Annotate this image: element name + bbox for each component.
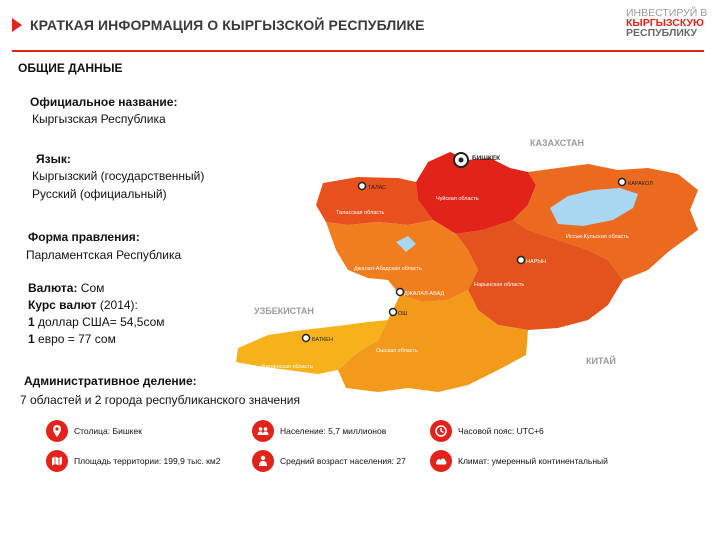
logo-line-1: ИНВЕСТИРУЙ В <box>626 7 708 19</box>
label-talas: ТАЛАС <box>368 185 387 191</box>
label-china: КИТАЙ <box>586 356 616 366</box>
eur-num: 1 <box>28 332 35 346</box>
marker-bishkek <box>454 153 468 167</box>
admin-label: Административное деление: <box>24 374 197 388</box>
government-value: Парламентская Республика <box>26 248 182 262</box>
official-name-label: Официальное название: <box>30 95 178 109</box>
language-label: Язык: <box>36 152 71 166</box>
official-name-value: Кыргызская Республика <box>32 112 166 126</box>
map-svg <box>228 130 718 410</box>
rate-value: (2014): <box>96 298 138 312</box>
label-naryn: НАРЫН <box>526 259 547 265</box>
label-region-talas: Таласская область <box>336 210 385 216</box>
label-kazakhstan: КАЗАХСТАН <box>530 138 584 148</box>
legend-median-age-text: Средний возраст населения: 27 <box>280 456 406 466</box>
label-region-jalalabad: Джалал-Абадская область <box>354 266 422 272</box>
language-value-2: Русский (официальный) <box>32 187 167 201</box>
currency-line <box>28 281 104 295</box>
eur-rate-line <box>28 332 116 346</box>
label-region-issykkul: Иссык-Кульская область <box>566 234 629 240</box>
usd-text: доллар США= 54,5сом <box>34 315 165 329</box>
usd-rate-line <box>28 315 165 329</box>
legend-capital-text: Столица: Бишкек <box>74 426 142 436</box>
rate-label: Курс валют <box>28 298 97 312</box>
legend-climate-text: Климат: умеренный континентальный <box>458 456 608 466</box>
invest-logo <box>626 8 714 38</box>
marker-batken <box>303 335 310 342</box>
legend-population-text: Население: 5,7 миллионов <box>280 426 387 436</box>
cloud-icon <box>430 450 452 472</box>
page-title: КРАТКАЯ ИНФОРМАЦИЯ О КЫРГЫЗСКОЙ РЕСПУБЛИКЕ <box>30 17 425 33</box>
label-karakol: КАРАКОЛ <box>628 181 653 187</box>
legend-area-text: Площадь территории: 199,9 тыс. км2 <box>74 456 221 466</box>
legend-timezone-text: Часовой пояс: UTC+6 <box>458 426 544 436</box>
marker-naryn <box>518 257 525 264</box>
header-arrow-icon <box>12 18 22 32</box>
marker-talas <box>359 183 366 190</box>
location-pin-icon <box>46 420 68 442</box>
clock-icon <box>430 420 452 442</box>
marker-osh <box>390 309 397 316</box>
legend-timezone <box>430 420 544 442</box>
currency-label: Валюта: <box>28 281 78 295</box>
marker-jalalabad <box>397 289 404 296</box>
map-area-icon <box>46 450 68 472</box>
label-uzbekistan: УЗБЕКИСТАН <box>254 306 314 316</box>
marker-karakol <box>619 179 626 186</box>
label-bishkek: БИШКЕК <box>472 155 501 162</box>
label-region-chui: Чуйская область <box>436 196 479 202</box>
legend-area <box>46 450 220 472</box>
admin-value: 7 областей и 2 города республиканского значения <box>20 393 300 407</box>
eur-text: евро = 77 сом <box>34 332 116 346</box>
label-region-osh: Ошская область <box>376 348 418 354</box>
usd-num: 1 <box>28 315 35 329</box>
section-title: ОБЩИЕ ДАННЫЕ <box>18 61 123 75</box>
logo-line-3: РЕСПУБЛИКУ <box>626 27 698 39</box>
logo-line-2: КЫРГЫЗСКУЮ <box>626 17 704 29</box>
language-value-1: Кыргызский (государственный) <box>32 169 205 183</box>
label-jalalabad: ДЖАЛАЛ-АБАД <box>404 291 445 297</box>
legend-capital <box>46 420 142 442</box>
kyrgyzstan-map <box>228 130 718 410</box>
government-label: Форма правления: <box>28 230 140 244</box>
legend-population <box>252 420 386 442</box>
legend-median-age <box>252 450 406 472</box>
label-batken: БАТКЕН <box>312 337 333 343</box>
person-icon <box>252 450 274 472</box>
rate-line <box>28 298 138 312</box>
currency-value: Сом <box>77 281 105 295</box>
label-region-batken: Баткенская область <box>262 364 313 370</box>
label-osh: ОШ <box>398 311 408 317</box>
label-region-naryn: Нарынская область <box>474 282 525 288</box>
people-icon <box>252 420 274 442</box>
legend-climate <box>430 450 608 472</box>
header-divider <box>12 50 704 52</box>
